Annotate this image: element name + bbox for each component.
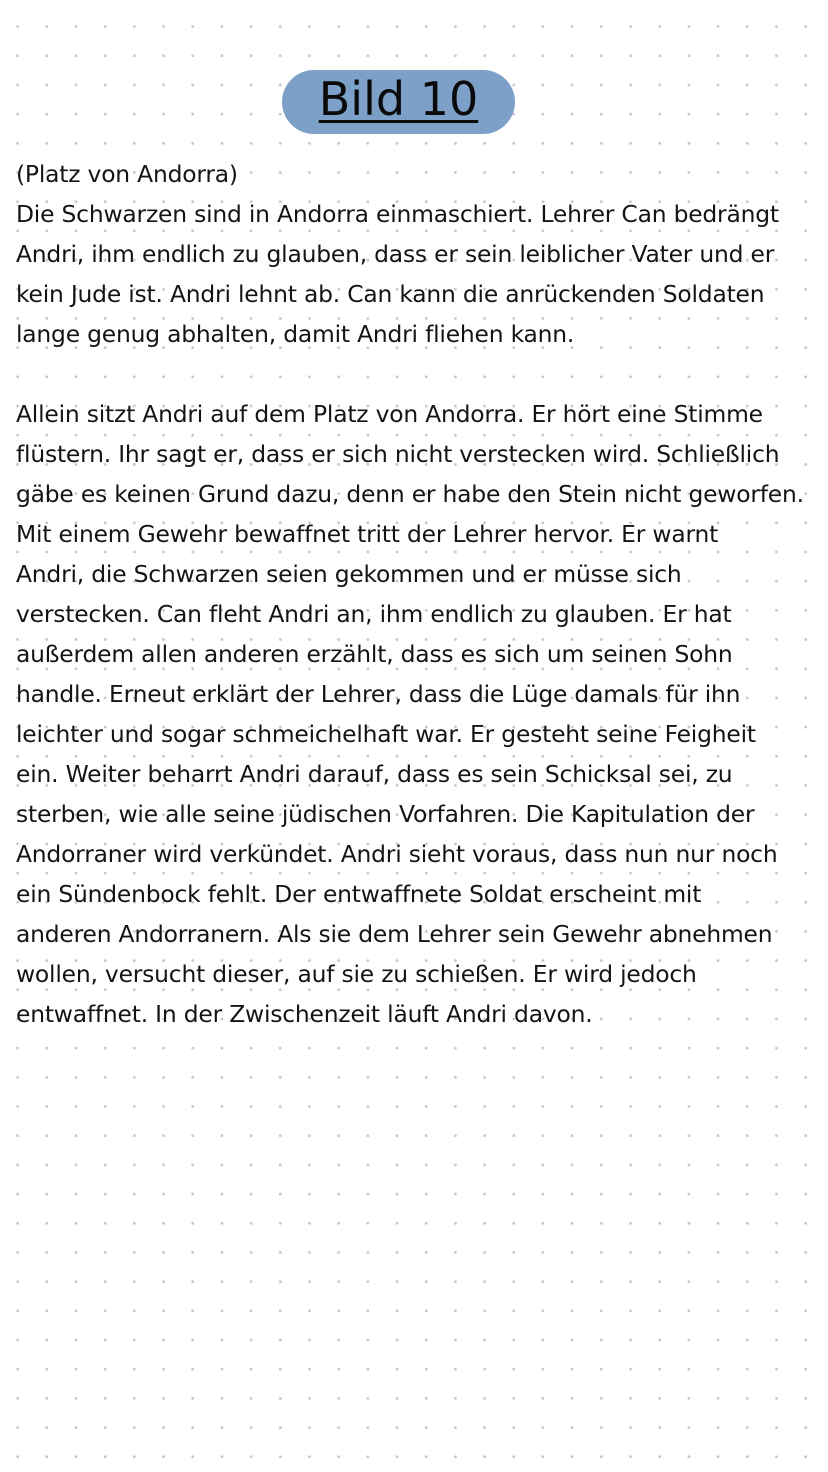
text-line: verstecken. Can fleht Andri an, ihm endlich zu glauben. Er hat — [16, 600, 732, 628]
text-line: sterben, wie alle seine jüdischen Vorfahren. Die Kapitulation der — [16, 800, 755, 828]
text-line: ein. Weiter beharrt Andri darauf, dass es sein Schicksal sei, zu — [16, 760, 733, 788]
text-line: entwaffnet. In der Zwischenzeit läuft Andri davon. — [16, 1000, 593, 1028]
text-line: Andorraner wird verkündet. Andri sieht voraus, dass nun nur noch — [16, 840, 778, 868]
text-line: anderen Andorranern. Als sie dem Lehrer sein Gewehr abnehmen — [16, 920, 773, 948]
text-line: außerdem allen anderen erzählt, dass es sich um seinen Sohn — [16, 640, 733, 668]
text-line: lange genug abhalten, damit Andri fliehen kann. — [16, 320, 575, 348]
text-line: wollen, versucht dieser, auf sie zu schießen. Er wird jedoch — [16, 960, 697, 988]
text-line: (Platz von Andorra) — [16, 160, 238, 188]
text-line: kein Jude ist. Andri lehnt ab. Can kann die anrückenden Soldaten — [16, 280, 765, 308]
text-line: flüstern. Ihr sagt er, dass er sich nicht verstecken wird. Schließlich — [16, 440, 780, 468]
page-title: Bild 10 — [318, 72, 479, 126]
text-line: ein Sündenbock fehlt. Der entwaffnete Soldat erscheint mit — [16, 880, 702, 908]
text-line: Die Schwarzen sind in Andorra einmaschiert. Lehrer Can bedrängt — [16, 200, 779, 228]
text-line: leichter und sogar schmeichelhaft war. Er gesteht seine Feigheit — [16, 720, 756, 748]
text-line: Andri, ihm endlich zu glauben, dass er sein leiblicher Vater und er — [16, 240, 775, 268]
paragraph-summary-main — [16, 394, 816, 1034]
text-line: Andri, die Schwarzen seien gekommen und er müsse sich — [16, 560, 682, 588]
text-line: handle. Erneut erklärt der Lehrer, dass die Lüge damals für ihn — [16, 680, 741, 708]
title-highlight — [282, 70, 515, 134]
text-line: Allein sitzt Andri auf dem Platz von Andorra. Er hört eine Stimme — [16, 400, 763, 428]
text-line: Mit einem Gewehr bewaffnet tritt der Lehrer hervor. Er warnt — [16, 520, 719, 548]
paragraph-summary-intro — [16, 154, 816, 354]
text-line: gäbe es keinen Grund dazu, denn er habe den Stein nicht geworfen. — [16, 480, 804, 508]
